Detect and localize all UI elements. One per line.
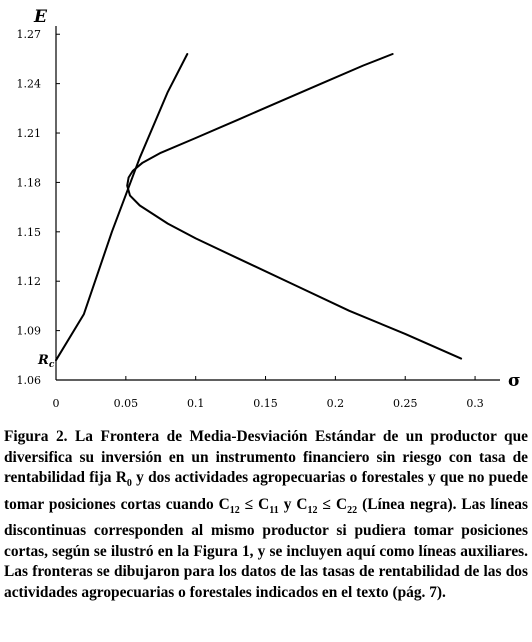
x-tick-label: 0.1 — [186, 397, 205, 410]
y-intercept-label — [37, 353, 55, 370]
caption-and: y C — [278, 495, 308, 513]
x-tick-label: 0.3 — [466, 397, 484, 410]
y-tick-label: 1.06 — [16, 374, 41, 387]
caption-text-1: La Frontera de Media-Desviación Estándar de un productor que diversifica su inversión en un instrumento financiero sin riesgo con tasa de rentabilidad fija R — [4, 428, 528, 486]
c22-subscript: 22 — [347, 504, 358, 516]
caption-text-3: (Línea negra). Las líneas discontinuas corresponden al mismo productor si pudiera tomar posiciones cortas, según se ilustró en la Figura 1, y se incluyen aquí como líneas auxiliares. Las fronteras se dibujaron para los datos de las tasas de rentabilidad de las dos actividades agropecuarias o forestales indicados en el texto (pág. 7). — [4, 495, 528, 601]
x-tick-labels — [53, 376, 484, 410]
y-tick-label: 1.27 — [16, 28, 41, 42]
c11-subscript: 11 — [269, 504, 279, 516]
c12-subscript-a: 12 — [229, 504, 240, 516]
r-subscript: 0 — [126, 478, 132, 490]
y-tick-label: 1.24 — [16, 77, 41, 91]
y-tick-label: 1.15 — [16, 225, 41, 239]
figure-label: Figura 2. — [4, 428, 68, 445]
c12-subscript-b: 12 — [307, 504, 318, 516]
y-tick-label: 1.12 — [16, 275, 41, 289]
y-tick-labels — [17, 28, 61, 387]
caption-leq-1: ≤ C — [239, 495, 270, 513]
y-tick-label: 1.21 — [16, 127, 41, 141]
series-group — [56, 54, 461, 360]
capital-market-line — [56, 54, 187, 360]
x-axis-title: σ — [508, 371, 521, 391]
x-tick-label: 0.15 — [253, 397, 278, 410]
x-tick-label: 0.25 — [392, 397, 418, 410]
figure-caption — [4, 427, 528, 603]
efficient-frontier-curve — [127, 54, 461, 359]
caption-leq-2: ≤ C — [317, 495, 348, 513]
y-intercept-label-main: R — [38, 353, 49, 368]
x-tick-label: 0.2 — [326, 397, 345, 410]
x-tick-label: 0 — [52, 397, 60, 410]
x-tick-label: 0.05 — [113, 397, 139, 410]
caption-text-2: y dos actividades agropecuarias o forestales y que no puede tomar posiciones cortas cuando C — [4, 469, 529, 513]
y-intercept-label-sub: c — [48, 360, 55, 370]
y-tick-label: 1.09 — [16, 324, 41, 338]
y-axis-title: E — [34, 7, 47, 27]
y-tick-label: 1.18 — [16, 176, 41, 190]
